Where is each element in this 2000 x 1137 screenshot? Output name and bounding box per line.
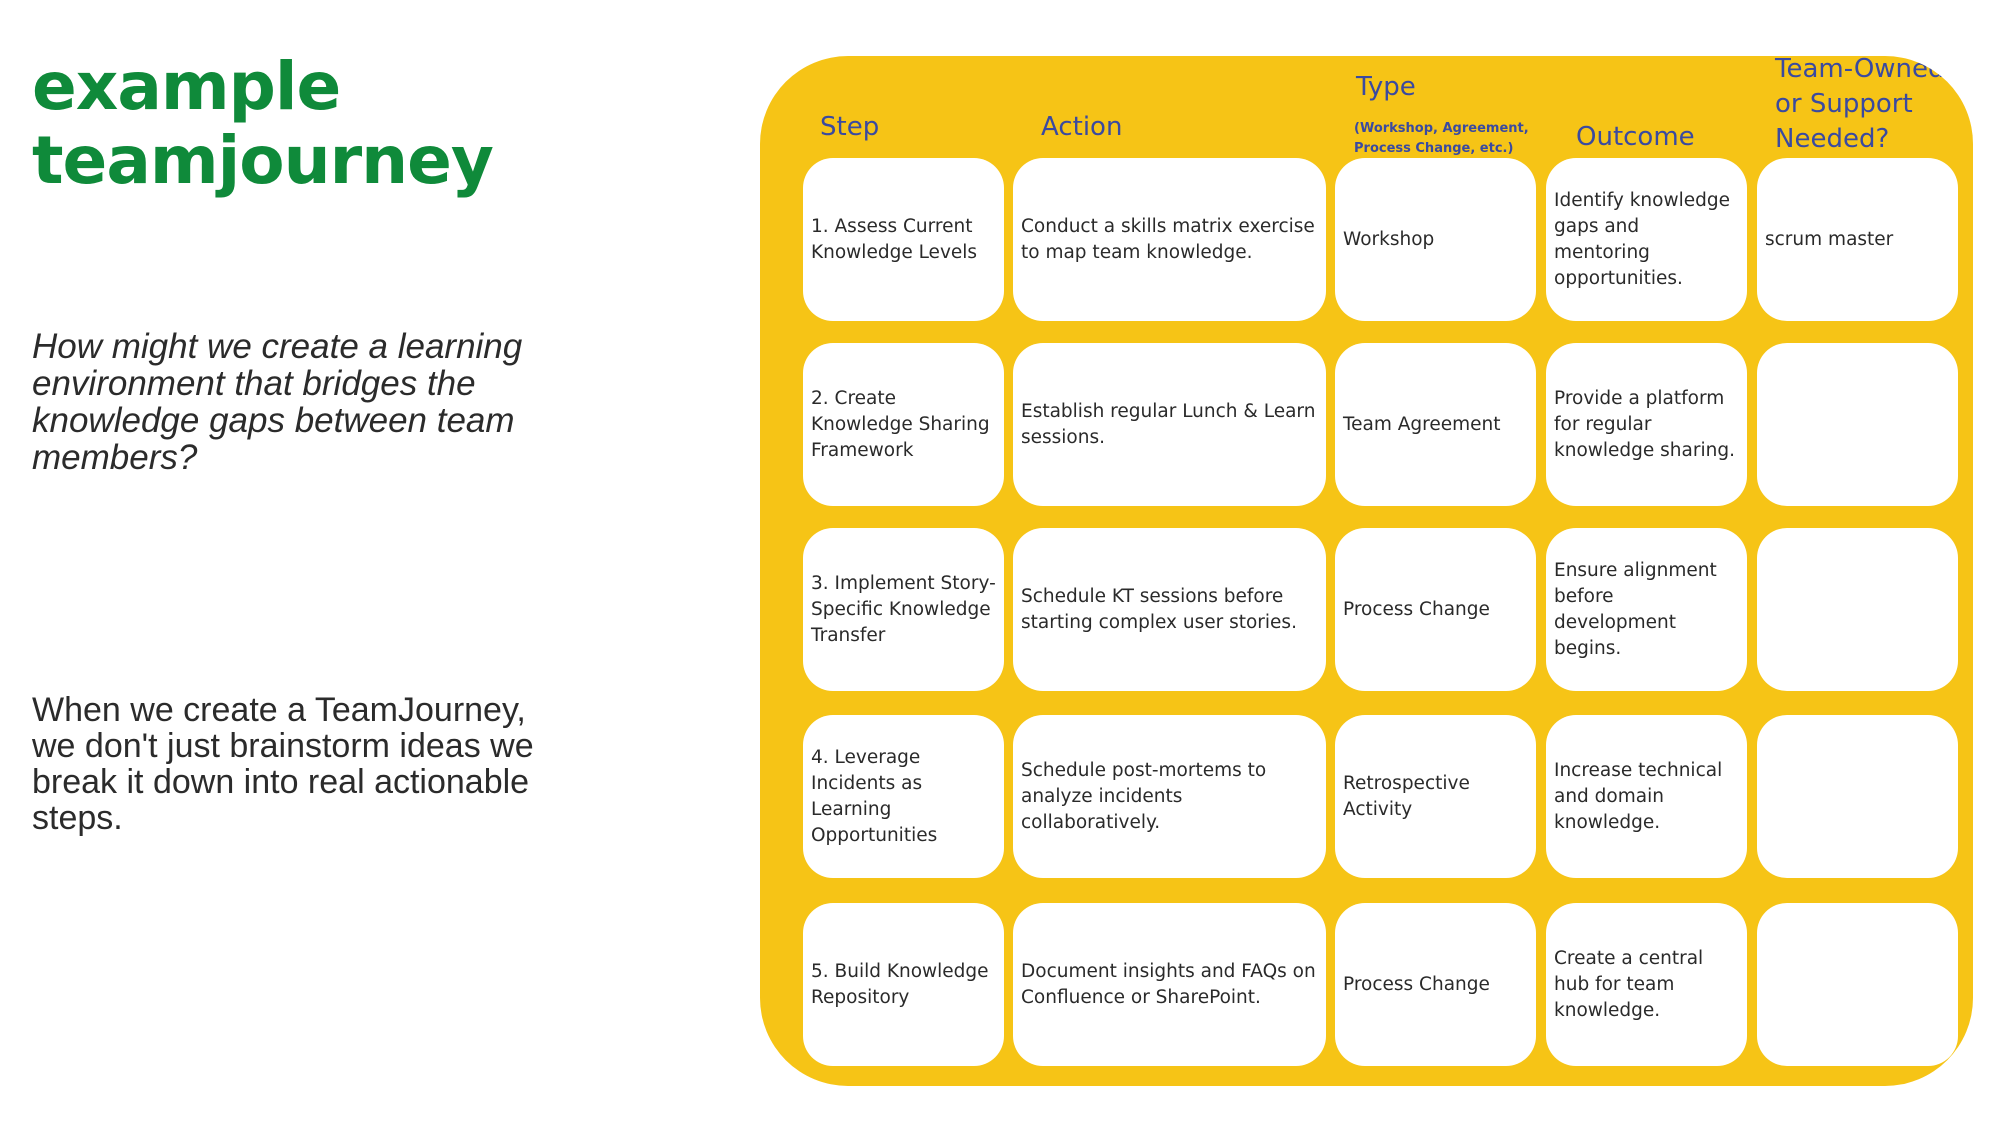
cell-action — [1013, 528, 1326, 691]
cell-type-text: Process Change — [1343, 973, 1490, 995]
cell-action — [1013, 158, 1326, 321]
cell-owner — [1757, 528, 1958, 691]
cell-step-text: 3. Implement Story-Specific Knowledge Transfer — [811, 572, 996, 646]
cell-action-text: Document insights and FAQs on Confluence or SharePoint. — [1021, 960, 1316, 1008]
journey-board — [760, 56, 1973, 1086]
cell-owner — [1757, 903, 1958, 1066]
cell-action-text: Schedule post-mortems to analyze incidents collaboratively. — [1021, 759, 1267, 833]
cell-type-text: Retrospective Activity — [1343, 772, 1470, 820]
guiding-question: How might we create a learning environment that bridges the knowledge gaps between team members? — [32, 327, 523, 477]
cell-action — [1013, 343, 1326, 506]
cell-action — [1013, 715, 1326, 878]
cell-step — [803, 158, 1004, 321]
cell-action-text: Establish regular Lunch & Learn sessions. — [1021, 400, 1316, 448]
cell-outcome-text: Ensure alignment before development begins. — [1554, 559, 1717, 659]
cell-outcome-text: Provide a platform for regular knowledge sharing. — [1554, 387, 1735, 461]
cell-outcome — [1546, 343, 1747, 506]
header-step: Step — [820, 112, 880, 142]
cell-outcome — [1546, 528, 1747, 691]
title-line-2: teamjourney — [32, 122, 493, 199]
cell-action — [1013, 903, 1326, 1066]
description-text: When we create a TeamJourney, we don't just brainstorm ideas we break it down into real actionable steps. — [32, 691, 534, 837]
cell-action-text: Schedule KT sessions before starting complex user stories. — [1021, 585, 1297, 633]
cell-type-text: Process Change — [1343, 598, 1490, 620]
cell-action-text: Conduct a skills matrix exercise to map team knowledge. — [1021, 215, 1315, 263]
cell-step — [803, 715, 1004, 878]
cell-owner — [1757, 715, 1958, 878]
cell-type — [1335, 903, 1536, 1066]
cell-outcome-text: Increase technical and domain knowledge. — [1554, 759, 1723, 833]
header-action: Action — [1041, 112, 1123, 142]
cell-type — [1335, 158, 1536, 321]
cell-step-text: 5. Build Knowledge Repository — [811, 960, 989, 1008]
cell-step — [803, 528, 1004, 691]
cell-owner — [1757, 343, 1958, 506]
cell-outcome — [1546, 715, 1747, 878]
cell-type-text: Workshop — [1343, 228, 1435, 250]
header-type: Type — [1356, 72, 1416, 102]
cell-step — [803, 903, 1004, 1066]
page-title — [32, 50, 493, 198]
cell-type — [1335, 715, 1536, 878]
cell-owner — [1757, 158, 1958, 321]
cell-type — [1335, 528, 1536, 691]
title-line-1: example — [32, 48, 341, 125]
cell-type-text: Team Agreement — [1343, 413, 1501, 435]
header-outcome: Outcome — [1576, 122, 1695, 152]
cell-step-text: 1. Assess Current Knowledge Levels — [811, 215, 978, 263]
header-ownership: Team-Owned or Support Needed? — [1775, 56, 1945, 154]
cell-outcome — [1546, 903, 1747, 1066]
cell-step-text: 2. Create Knowledge Sharing Framework — [811, 387, 990, 461]
header-type-subtitle: (Workshop, Agreement, Process Change, etc.) — [1354, 121, 1529, 156]
cell-step — [803, 343, 1004, 506]
cell-type — [1335, 343, 1536, 506]
cell-outcome-text: Identify knowledge gaps and mentoring opportunities. — [1554, 189, 1730, 289]
cell-outcome — [1546, 158, 1747, 321]
cell-outcome-text: Create a central hub for team knowledge. — [1554, 947, 1704, 1021]
cell-step-text: 4. Leverage Incidents as Learning Opportunities — [811, 746, 938, 846]
cell-owner-text: scrum master — [1765, 228, 1894, 250]
